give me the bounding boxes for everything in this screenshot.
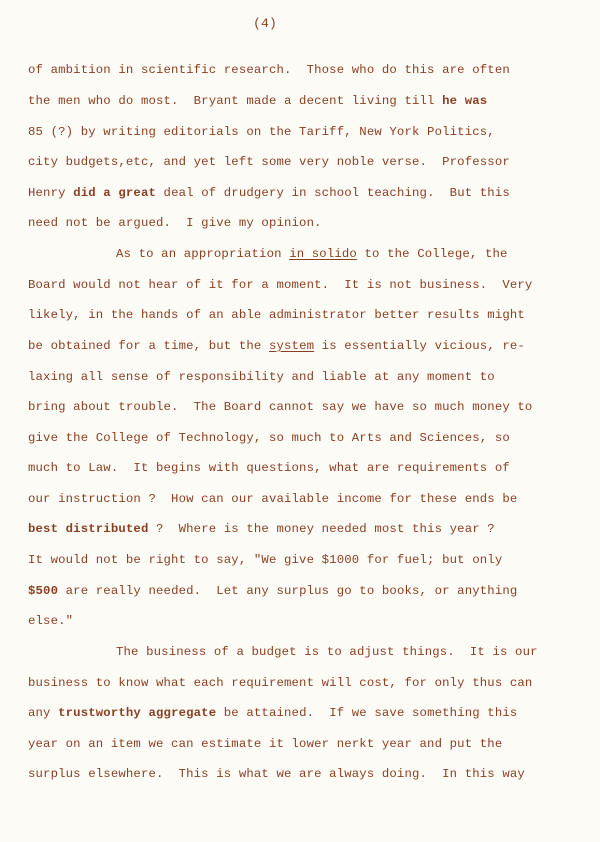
text-line-paragraph-start: The business of a budget is to adjust things. It is our [116,645,538,659]
text-line: give the College of Technology, so much to Arts and Sciences, so [28,431,510,445]
text-line: need not be argued. I give my opinion. [28,216,322,230]
text-line: of ambition in scientific research. Those who do this are often [28,63,510,77]
text-line: surplus elsewhere. This is what we are always doing. In this way [28,767,525,781]
text-line: else." [28,614,74,628]
text-line: 85 (?) by writing editorials on the Tariff, New York Politics, [28,125,495,139]
text-line: bring about trouble. The Board cannot say we have so much money to [28,400,533,414]
text-line: Board would not hear of it for a moment. It is not business. Very [28,278,533,292]
text-line: year on an item we can estimate it lower nerkt year and put the [28,737,503,751]
text-line: any trustworthy aggregate be attained. If we save something this [28,706,518,720]
text-line: our instruction ? How can our available income for these ends be [28,492,518,506]
text-line: much to Law. It begins with questions, what are requirements of [28,461,510,475]
text-line: It would not be right to say, "We give $1000 for fuel; but only [28,553,503,567]
text-line: business to know what each requirement will cost, for only thus can [28,676,533,690]
text-line-paragraph-start: As to an appropriation in solido to the College, the [116,247,508,261]
text-line: best distributed ? Where is the money needed most this year ? [28,522,495,536]
text-line: likely, in the hands of an able administrator better results might [28,308,525,322]
text-line: $500 are really needed. Let any surplus go to books, or anything [28,584,518,598]
page-number: (4) [253,16,277,31]
text-line: city budgets,etc, and yet left some very noble verse. Professor [28,155,510,169]
text-line: the men who do most. Bryant made a decent living till he was [28,94,488,108]
text-line: Henry did a great deal of drudgery in school teaching. But this [28,186,510,200]
text-line: laxing all sense of responsibility and liable at any moment to [28,370,495,384]
text-line: be obtained for a time, but the system is essentially vicious, re- [28,339,525,353]
